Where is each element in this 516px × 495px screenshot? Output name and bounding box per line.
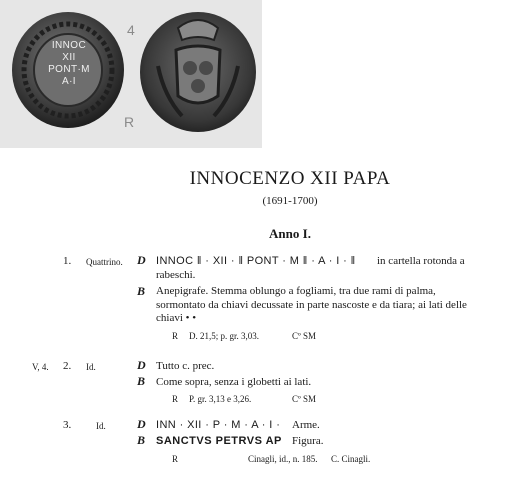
entry-number: 3. <box>63 419 72 431</box>
obverse-legend: INNOC ‖ · XII · ‖ PONT · M ‖ · A · I · ‖ <box>156 255 356 267</box>
obverse-symbol: D <box>137 358 146 372</box>
entry-denomination: Quattrino. <box>86 257 123 267</box>
obverse-description: Tutto c. prec. <box>156 360 215 372</box>
obverse-symbol: D <box>137 417 146 431</box>
obverse-coin-legend: INNOC XII PONT·M A·I <box>48 40 90 87</box>
collection: Cº SM <box>292 331 317 341</box>
reverse-symbol: B <box>137 284 146 298</box>
reverse-description: Anepigrafe. Stemma oblungo a fogliami, tra due rami di palma, sormontato da chiavi decussate in parte nascoste e da tiara; ai lati delle chiavi • • <box>156 285 467 324</box>
entry-number: 2. <box>63 360 72 372</box>
reverse-symbol: B <box>137 433 146 447</box>
obverse-description: Arme. <box>292 419 320 431</box>
reference: P. gr. 3,13 e 3,26. <box>189 394 252 404</box>
rarity: R <box>172 394 179 404</box>
collection: C. Cinagli. <box>331 454 371 464</box>
obverse-symbol: D <box>137 253 146 267</box>
reference: D. 21,5; p. gr. 3,03. <box>189 331 260 341</box>
obverse-description-cont: rabeschi. <box>156 269 196 281</box>
rarity: R <box>172 454 179 464</box>
reference: Cinagli, id., n. 185. <box>248 454 318 464</box>
plate-side-letter: R <box>124 114 135 130</box>
plate-number: 4 <box>127 22 135 38</box>
obverse-legend: INN · XII · P · M · A · I · <box>156 419 281 431</box>
entry-denomination: Id. <box>96 421 106 431</box>
collection: Cº SM <box>292 394 317 404</box>
plate-reference: V, 4. <box>32 362 49 372</box>
reverse-symbol: B <box>137 374 146 388</box>
reverse-description: Come sopra, senza i globetti ai lati. <box>156 376 312 388</box>
reverse-coin-image <box>138 6 258 134</box>
year-heading: Anno I. <box>269 226 311 241</box>
coin-photo-plate <box>0 0 262 148</box>
entry-denomination: Id. <box>86 362 96 372</box>
entry-number: 1. <box>63 255 72 267</box>
rarity: R <box>172 331 179 341</box>
reign-dates: (1691-1700) <box>262 195 318 207</box>
obverse-description: in cartella rotonda a <box>377 255 465 267</box>
page-title: INNOCENZO XII PAPA <box>189 168 391 189</box>
reverse-legend: SANCTVS PETRVS AP <box>156 435 282 447</box>
reverse-description: Figura. <box>292 435 324 447</box>
